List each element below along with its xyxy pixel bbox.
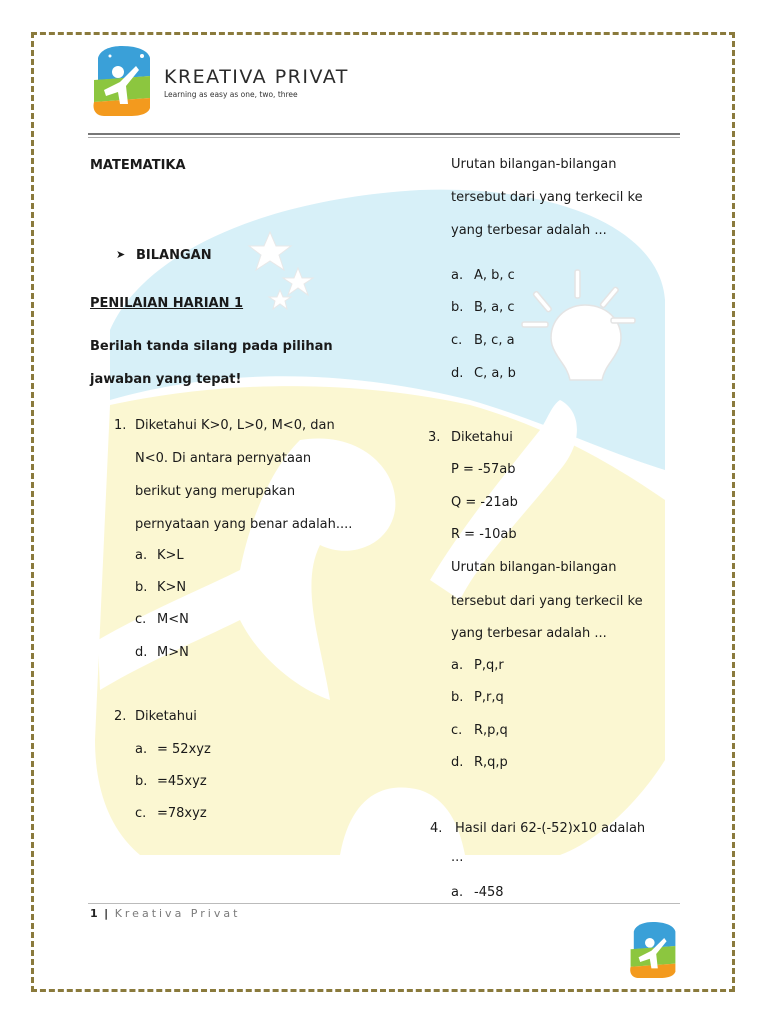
q1-option-c[interactable]: M<N	[157, 612, 189, 627]
q3-given-r: R = -10ab	[451, 527, 517, 542]
q1-option-c-letter: c.	[135, 612, 147, 627]
cont-option-c-letter: c.	[451, 333, 463, 348]
q1-option-b-letter: b.	[135, 580, 148, 595]
q4-line-2: ...	[451, 850, 464, 865]
cont-option-b-letter: b.	[451, 300, 464, 315]
q3-line-3: yang terbesar adalah ...	[451, 626, 607, 641]
q3-title: Diketahui	[451, 430, 513, 445]
cont-line-3: yang terbesar adalah ...	[451, 223, 607, 238]
q2-option-c-letter: c.	[135, 806, 147, 821]
q3-option-c[interactable]: R,p,q	[474, 723, 508, 738]
q2-option-a[interactable]: = 52xyz	[157, 742, 211, 757]
brand-name: KREATIVA PRIVAT	[164, 66, 349, 88]
cont-option-c[interactable]: B, c, a	[474, 333, 515, 348]
cont-option-d[interactable]: C, a, b	[474, 366, 516, 381]
q1-line-4: pernyataan yang benar adalah....	[135, 517, 353, 532]
q2-option-b-letter: b.	[135, 774, 148, 789]
q3-given-p: P = -57ab	[451, 462, 516, 477]
q1-option-d-letter: d.	[135, 645, 148, 660]
q4-number: 4.	[430, 821, 443, 836]
q2-option-c[interactable]: =78xyz	[157, 806, 207, 821]
cont-line-2: tersebut dari yang terkecil ke	[451, 190, 643, 205]
assessment-heading: PENILAIAN HARIAN 1	[90, 296, 244, 311]
q3-given-q: Q = -21ab	[451, 495, 518, 510]
q3-option-d[interactable]: R,q,p	[474, 755, 508, 770]
footer-text: Kreativa Privat	[114, 907, 241, 920]
q1-option-d[interactable]: M>N	[157, 645, 189, 660]
q3-line-2: tersebut dari yang terkecil ke	[451, 594, 643, 609]
q3-number: 3.	[428, 430, 441, 445]
q1-line-3: berikut yang merupakan	[135, 484, 296, 499]
q3-option-c-letter: c.	[451, 723, 463, 738]
cont-option-a-letter: a.	[451, 268, 464, 283]
q1-option-b[interactable]: K>N	[157, 580, 187, 595]
instruction-line-1: Berilah tanda silang pada pilihan	[90, 339, 333, 354]
q3-option-d-letter: d.	[451, 755, 464, 770]
page-number: 1	[90, 907, 98, 920]
q2-title: Diketahui	[135, 709, 197, 724]
q3-option-b[interactable]: P,r,q	[474, 690, 504, 705]
q1-option-a[interactable]: K>L	[157, 548, 184, 563]
q1-line-2: N<0. Di antara pernyataan	[135, 451, 312, 466]
q2-option-b[interactable]: =45xyz	[157, 774, 207, 789]
topic-heading: BILANGAN	[136, 248, 212, 263]
q4-option-a[interactable]: -458	[474, 885, 504, 900]
brand-tagline: Learning as easy as one, two, three	[164, 90, 298, 99]
q4-line-1: Hasil dari 62-(-52)x10 adalah	[455, 821, 646, 836]
q3-option-a-letter: a.	[451, 658, 464, 673]
footer-rule	[88, 903, 680, 904]
footer-separator: |	[104, 907, 109, 920]
q2-number: 2.	[114, 709, 127, 724]
brand-logo-icon	[90, 46, 154, 116]
q2-option-a-letter: a.	[135, 742, 148, 757]
instruction-line-2: jawaban yang tepat!	[90, 372, 242, 387]
cont-line-1: Urutan bilangan-bilangan	[451, 157, 617, 172]
q1-line-1: Diketahui K>0, L>0, M<0, dan	[135, 418, 335, 433]
subject-heading: MATEMATIKA	[90, 158, 186, 173]
footer-logo-icon	[627, 922, 679, 978]
cont-option-a[interactable]: A, b, c	[474, 268, 515, 283]
q3-option-b-letter: b.	[451, 690, 464, 705]
footer	[90, 907, 240, 920]
q4-option-a-letter: a.	[451, 885, 464, 900]
cont-option-d-letter: d.	[451, 366, 464, 381]
header-rule	[88, 133, 680, 135]
topic-bullet-icon: ➤	[116, 248, 126, 261]
q1-number: 1.	[114, 418, 127, 433]
header-rule-thin	[88, 137, 680, 138]
q3-option-a[interactable]: P,q,r	[474, 658, 504, 673]
cont-option-b[interactable]: B, a, c	[474, 300, 515, 315]
q1-option-a-letter: a.	[135, 548, 148, 563]
q3-line-1: Urutan bilangan-bilangan	[451, 560, 617, 575]
